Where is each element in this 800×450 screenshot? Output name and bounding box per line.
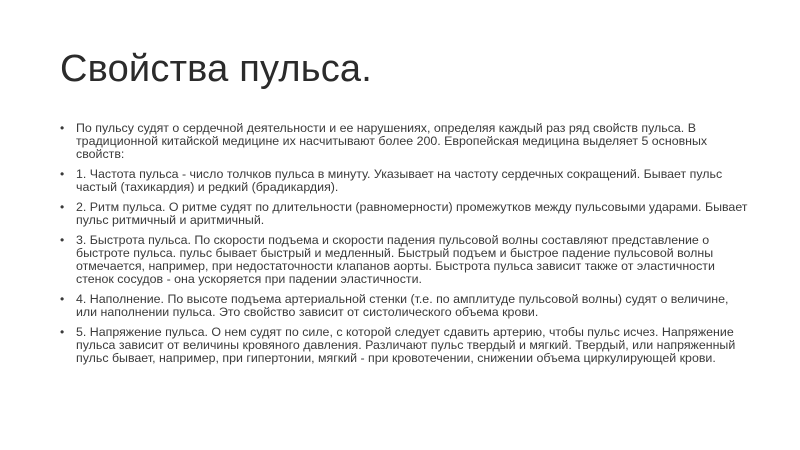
bullet-item-filling bbox=[60, 293, 750, 319]
bullet-item-tension bbox=[60, 326, 750, 365]
bullet-item-rate bbox=[60, 168, 750, 194]
bullet-item-rhythm bbox=[60, 201, 750, 227]
bullet-icon: • bbox=[60, 167, 65, 181]
bullet-list bbox=[60, 122, 750, 372]
bullet-item-intro bbox=[60, 122, 750, 161]
bullet-text: 4. Наполнение. По высоте подъема артериальной стенки (т.е. по амплитуде пульсовой волны) судят о величине, или наполнении пульса. Это свойство зависит от систолического объема крови. bbox=[76, 292, 729, 319]
bullet-text: 3. Быстрота пульса. По скорости подъема и скорости падения пульсовой волны составляют представление о быстроте пульса. пульс бывает быстрый и медленный. Быстрый подъем и быстрое падение пульсовой волны отмечается, например, при недостаточности клапанов аорты. Быстрота пульса зависит также от эластичности стенок сосудов - она ускоряется при падении эластичности. bbox=[76, 233, 715, 286]
bullet-icon: • bbox=[60, 292, 65, 306]
bullet-icon: • bbox=[60, 200, 65, 214]
bullet-text: 5. Напряжение пульса. О нем судят по силе, с которой следует сдавить артерию, чтобы пульс исчез. Напряжение пульса зависит от величины кровяного давления. Различают пульс твердый и мягкий. Твердый, или напряженный пульс бывает, например, при гипертонии, мягкий - при кровотечении, снижении объема циркулирующей крови. bbox=[76, 325, 736, 365]
bullet-item-speed bbox=[60, 234, 750, 286]
bullet-icon: • bbox=[60, 233, 65, 247]
bullet-text: По пульсу судят о сердечной деятельности и ее нарушениях, определяя каждый раз ряд свойств пульса. В традиционной китайской медицине их насчитывают более 200. Европейская медицина выделяет 5 основных свойств: bbox=[76, 121, 708, 161]
bullet-text: 2. Ритм пульса. О ритме судят по длительности (равномерности) промежутков между пульсовыми ударами. Бывает пульс ритмичный и аритмичный. bbox=[76, 200, 748, 227]
bullet-icon: • bbox=[60, 121, 65, 135]
bullet-text: 1. Частота пульса - число толчков пульса в минуту. Указывает на частоту сердечных сокращений. Бывает пульс частый (тахикардия) и редкий (брадикардия). bbox=[76, 167, 723, 194]
slide-title: Свойства пульса. bbox=[60, 48, 373, 90]
bullet-icon: • bbox=[60, 325, 65, 339]
